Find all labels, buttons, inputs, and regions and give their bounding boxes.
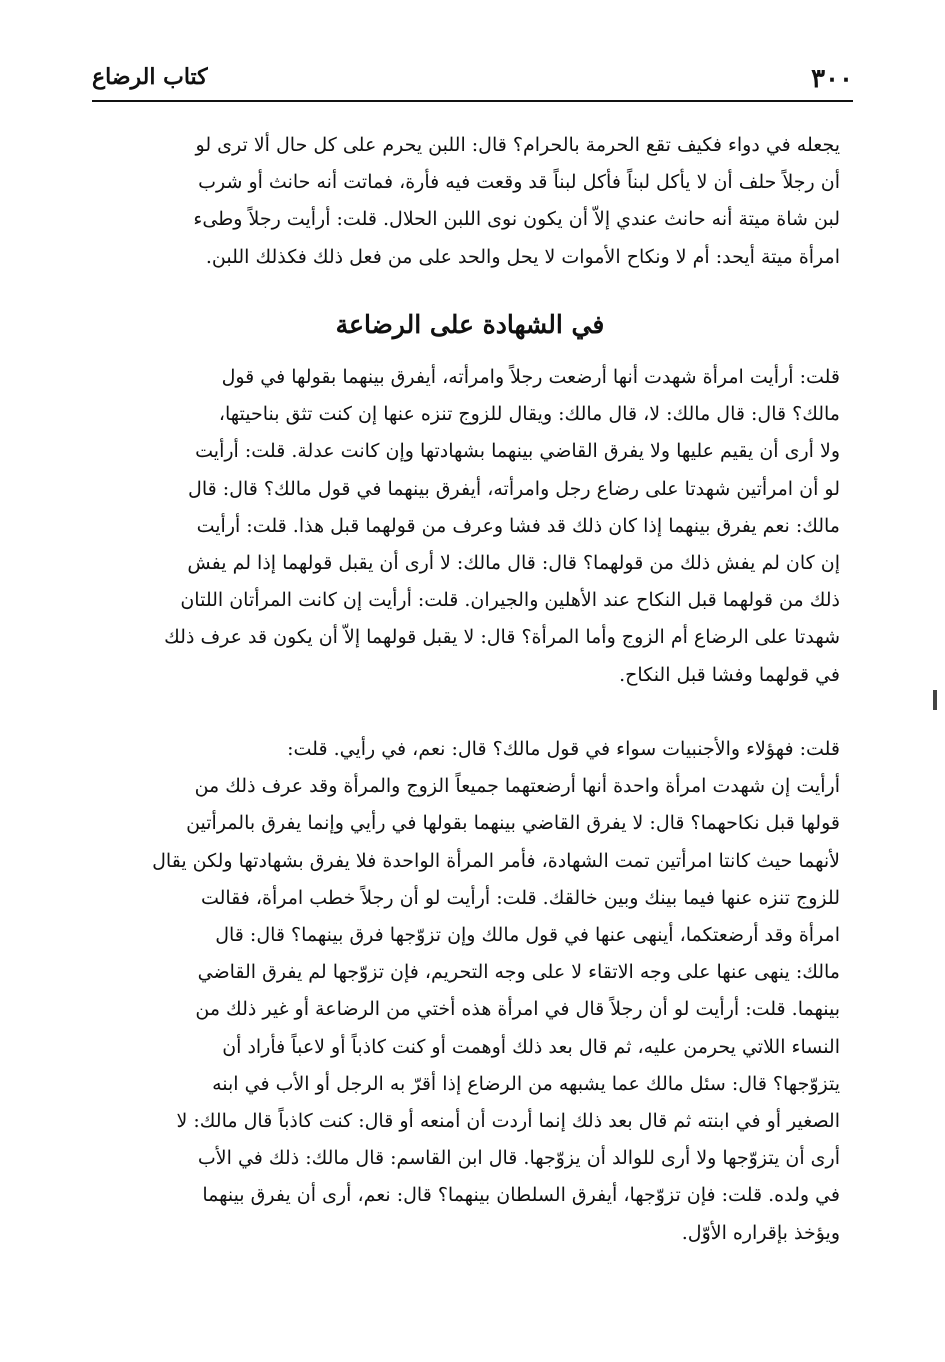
text-line: في قولهما وفشا قبل النكاح.: [619, 663, 840, 686]
paragraph-continuation: [100, 127, 840, 276]
text-line: قلت: فهؤلاء والأجنبيات سواء في قول مالك؟ قال: نعم، في رأيي. قلت:: [287, 738, 840, 760]
text-line: النساء اللاتي يحرمن عليه، ثم قال بعد ذلك أوهمت أو كنت كاذباً أو لاعباً فأراد أن: [222, 1035, 840, 1058]
page-header: [92, 62, 853, 96]
text-line: إن كان لم يفش ذلك من قولهما؟ قال: قال مالك: لا أرى أن يقبل قولهما إذا لم يفش: [187, 552, 840, 575]
text-line: أرأيت إن شهدت امرأة واحدة أنها أرضعتهما جميعاً الزوج والمرأة وقد عرف ذلك من: [194, 775, 840, 798]
section-heading: في الشهادة على الرضاعة: [335, 310, 605, 339]
text-line: بينهما. قلت: أرأيت لو أن رجلاً قال في امرأة هذه أختي من الرضاعة أو غير ذلك من: [195, 998, 840, 1021]
text-line: للزوج تنزه عنها فيما بينك وبين خالقك. قلت: أرأيت لو أن رجلاً خطب امرأة، فقالت: [200, 886, 840, 909]
text-line: مالك؟ قال: قال مالك: لا، قال مالك: ويقال للزوج تنزه عنها إن كنت تثق بناحيتها،: [218, 403, 840, 426]
text-line: لو أن امرأتين شهدتا على رضاع رجل وامرأته، أيفرق بينهما في قول مالك؟ قال: قال: [188, 477, 840, 500]
header-rule: [92, 100, 853, 102]
text-line: ذلك من قولهما قبل النكاح عند الأهلين والجيران. قلت: أرأيت إن كانت المرأتان اللتان: [180, 589, 840, 612]
text-line: يتزوّجها؟ قال: سئل مالك عما يشبهه من الرضاع إذا أقرّ به الرجل أو الأب في ابنه: [212, 1072, 840, 1095]
text-line: لأنهما حيث كانتا امرأتين تمت الشهادة، فأمر المرأة الواحدة فلا يفرق بشهادتها ولكن يقال: [152, 849, 840, 872]
paragraph-foreign-women: [100, 731, 840, 1252]
running-title: كتاب الرضاع: [92, 64, 208, 90]
text-line: يجعله في دواء فكيف تقع الحرمة بالحرام؟ قال: اللبن يحرم على كل حال ألا ترى لو: [195, 134, 840, 156]
text-line: مالك: نعم يفرق بينهما إذا كان ذلك قد فشا وعرف من قولهما قبل هذا. قلت: أرأيت: [196, 514, 840, 537]
text-line: ولا أرى أن يقيم عليها ولا يفرق القاضي بينهما بشهادتها وإن كانت عدلة. قلت: أرأيت: [195, 440, 840, 463]
text-line: أرى أن يتزوّجها ولا أرى للوالد أن يزوّجها. قال ابن القاسم: قال مالك: ذلك في الأب: [197, 1147, 840, 1170]
text-line: مالك: ينهى عنها على وجه الاتقاء لا على وجه التحريم، فإن تزوّجها لم يفرق القاضي: [197, 961, 840, 984]
page-number: ٣٠٠: [811, 64, 853, 94]
text-line: قولها قبل نكاحهما؟ قال: لا يفرق القاضي بينهما بقولها في رأيي وإنما يفرق بالمرأتين: [186, 812, 840, 835]
text-line: الصغير أو في ابنته ثم قال بعد ذلك إنما أردت أن أمنعه أو قال: كنت كاذباً قال مالك: لا: [176, 1110, 840, 1133]
text-line: امرأة ميتة أيحد: أم لا ونكاح الأموات لا يحل والحد على من فعل ذلك فكذلك اللبن.: [205, 245, 840, 268]
text-line: ويؤخذ بإقراره الأوّل.: [681, 1221, 840, 1244]
paragraph-testimony: [100, 359, 840, 694]
text-line: امرأة وقد أرضعتكما، أينهى عنها في قول مالك وإن تزوّجها فرق بينهما؟ قال: قال: [215, 924, 840, 947]
text-line: أن رجلاً حلف أن لا يأكل لبناً فأكل لبناً قد وقعت فيه فأرة، فماتت أنه حانث أو شرب: [198, 171, 840, 194]
text-line: في ولده. قلت: فإن تزوّجها، أيفرق السلطان بينهما؟ قال: نعم، أرى أن يفرق بينهما: [202, 1184, 840, 1207]
margin-mark: [933, 690, 937, 710]
text-line: لبن شاة ميتة أنه حانث عندي إلاّ أن يكون نوى اللبن الحلال. قلت: أرأيت رجلاً وطىء: [193, 208, 840, 231]
text-line: قلت: أرأيت امرأة شهدت أنها أرضعت رجلاً وامرأته، أيفرق بينهما بقولها في قول: [221, 366, 840, 388]
text-line: شهدتا على الرضاع أم الزوج وأما المرأة؟ قال: لا يقبل قولهما إلاّ أن يكون قد عرف ذلك: [164, 626, 840, 649]
